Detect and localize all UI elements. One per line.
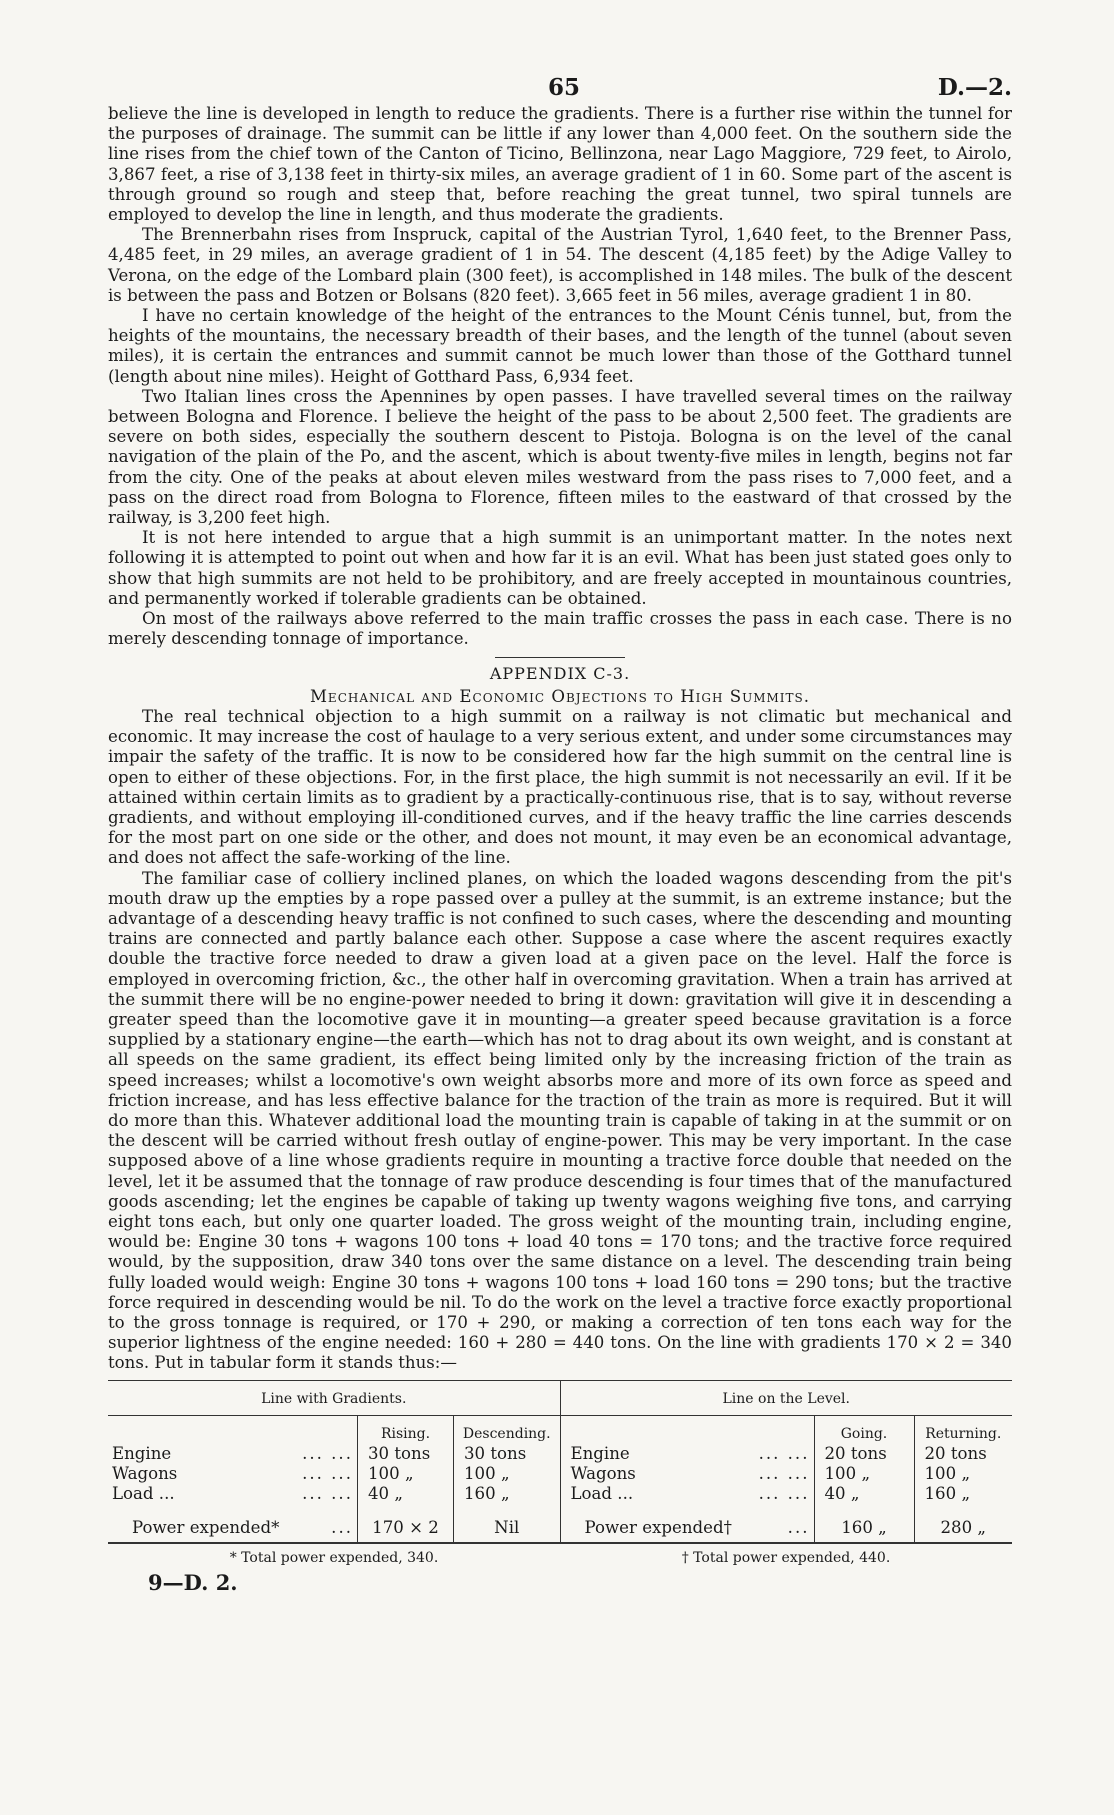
- power-row-label: Power expended† ...: [584, 1517, 810, 1537]
- table-cell: 40 „: [357, 1484, 453, 1504]
- table-cell: 40 „: [814, 1484, 914, 1504]
- table-half-gradients: [108, 1381, 561, 1542]
- paragraph: The real technical objection to a high summit on a railway is not climatic but mechanical and economic. It may increase the cost of haulage to a very serious extent, and under some circumstances may impair the safety of the traffic. It is now to be considered how far the high summit on the central line is open to either of these objections. For, in the first place, the high summit is not necessarily an evil. If it be attained within certain limits as to gradient by a practically-continuous rise, that is to say, without reverse gradients, and without employing ill-conditioned curves, and if the heavy traffic the line carries descends for the most part on one side or the other, and does not mount, it may even be an economical advantage, and does not affect the safe-working of the line.: [108, 706, 1012, 868]
- column-header: Going.: [814, 1416, 914, 1444]
- footnote: † Total power expended, 440.: [681, 1549, 891, 1566]
- table-cell: 100 „: [453, 1464, 560, 1484]
- table-heading: Line with Gradients.: [108, 1381, 560, 1416]
- column-header: Rising.: [357, 1416, 453, 1444]
- paragraph: The familiar case of colliery inclined planes, on which the loaded wagons descending from the pit's mouth draw up the empties by a rope passed over a pulley at the summit, is an extreme instance; but the advantage of a descending heavy traffic is not confined to such cases, where the descending and mounting trains are connected and partly balance each other. Suppose a case where the ascent requires exactly double the tractive force needed to draw a given load at a given pace on the level. Half the force is employed in overcoming friction, &c., the other half in overcoming gravitation. When a train has arrived at the summit there will be no engine-power needed to bring it down: gravitation will give it in descending a greater speed than the locomotive gave it in mounting—a greater speed because gravitation is a force supplied by a stationary engine—the earth—which has not to drag about its own weight, and is constant at all speeds on the same gradient, its effect being limited only by the increasing friction of the train as speed increases; whilst a locomotive's own weight absorbs more and more of its own force as speed and friction increase, and has less effective balance for the traction of the train as more is required. But it will do more than this. Whatever additional load the mounting train is capable of taking in at the summit or on the descent will be carried without fresh outlay of engine-power. This may be very important. In the case supposed above of a line whose gradients require in mounting a tractive force double that needed on the level, let it be assumed that the tonnage of raw produce descending is four times that of the manufactured goods ascending; let the engines be capable of taking up twenty wagons weighing five tons, and carrying eight tons each, but only one quarter loaded. The gross weight of the mounting train, including engine, would be: Engine 30 tons + wagons 100 tons + load 40 tons = 170 tons; and the tractive force required would, by the supposition, draw 340 tons over the same distance on a level. The descending train being fully loaded would weigh: Engine 30 tons + wagons 100 tons + load 160 tons = 290 tons; but the tractive force required in descending would be nil. To do the work on the level a tractive force exactly proportional to the gross tonnage is required, or 170 + 290, or making a correction of ten tons each way for the superior lightness of the engine needed: 160 + 280 = 440 tons. On the line with gradients 170 × 2 = 340 tons. Put in tabular form it stands thus:—: [108, 868, 1012, 1373]
- table-cell: 30 tons: [453, 1444, 560, 1464]
- table-row-label: Load ... ... ...: [570, 1483, 810, 1503]
- paragraph: believe the line is developed in length to reduce the gradients. There is a further rise within the tunnel for the purposes of drainage. The summit can be little if any lower than 4,000 feet. On the southern side the line rises from the chief town of the Canton of Ticino, Bellinzona, near Lago Maggiore, 729 feet, to Airolo, 3,867 feet, a rise of 3,138 feet in thirty-six miles, an average gradient of 1 in 60. Some part of the ascent is through ground so rough and steep that, before reaching the great tunnel, two spiral tunnels are employed to develop the line in length, and thus moderate the gradients.: [108, 104, 1012, 225]
- sheet-signature: 9—D. 2.: [148, 1569, 238, 1595]
- column-header: Returning.: [914, 1416, 1013, 1444]
- table-row-label: Load ... ... ...: [112, 1483, 353, 1503]
- page-header: [108, 0, 1012, 104]
- table-cell: 20 tons: [914, 1444, 1013, 1464]
- table-row-label: Wagons ... ...: [570, 1463, 810, 1483]
- table-cell: 160 „: [914, 1484, 1013, 1504]
- page-number: 65: [548, 74, 581, 101]
- table-cell: 30 tons: [357, 1444, 453, 1464]
- table-cell: 20 tons: [814, 1444, 914, 1464]
- paragraph: I have no certain knowledge of the height of the entrances to the Mount Cénis tunnel, but, from the heights of the mountains, the necessary breadth of their bases, and the length of the tunnel (about seven miles), it is certain the entrances and summit cannot be much lower than those of the Gotthard tunnel (length about nine miles). Height of Gotthard Pass, 6,934 feet.: [108, 306, 1012, 386]
- table-cell: Nil: [453, 1504, 560, 1542]
- table-footnotes: [108, 1550, 1012, 1566]
- body-text: [108, 104, 1012, 1374]
- paragraph: On most of the railways above referred to the main traffic crosses the pass in each case. There is no merely descending tonnage of importance.: [108, 609, 1012, 649]
- table-cell: 160 „: [814, 1504, 914, 1542]
- table-cell: 100 „: [914, 1464, 1013, 1484]
- paragraph: The Brennerbahn rises from Inspruck, capital of the Austrian Tyrol, 1,640 feet, to the Brenner Pass, 4,485 feet, in 29 miles, an average gradient of 1 in 54. The descent (4,185 feet) by the Adige Valley to Verona, on the edge of the Lombard plain (300 feet), is accomplished in 148 miles. The bulk of the descent is between the pass and Botzen or Bolsans (820 feet). 3,665 feet in 56 miles, average gradient 1 in 80.: [108, 225, 1012, 305]
- document-code: D.—2.: [937, 74, 1012, 101]
- table-row-label: Engine ... ...: [570, 1443, 810, 1463]
- table-cell: 170 × 2: [357, 1504, 453, 1542]
- table-row-label: Engine ... ...: [112, 1443, 353, 1463]
- page: [108, 0, 1012, 1595]
- appendix-subtitle: Mechanical and Economic Objections to High Summits.: [309, 686, 811, 706]
- section-divider: [495, 657, 625, 658]
- appendix-title: APPENDIX C-3.: [489, 664, 631, 684]
- comparison-table: [108, 1380, 1012, 1544]
- power-row-label: Power expended* ...: [132, 1517, 353, 1537]
- footnote: * Total power expended, 340.: [229, 1549, 439, 1566]
- paragraph: It is not here intended to argue that a high summit is an unimportant matter. In the notes next following it is attempted to point out when and how far it is an evil. What has been just stated goes only to show that high summits are not held to be prohibitory, and are freely accepted in mountainous countries, and permanently worked if tolerable gradients can be obtained.: [108, 528, 1012, 608]
- table-half-level: [561, 1381, 1013, 1542]
- table-cell: 100 „: [357, 1464, 453, 1484]
- column-header: Descending.: [453, 1416, 560, 1444]
- table-cell: 160 „: [453, 1484, 560, 1504]
- paragraph: Two Italian lines cross the Apennines by open passes. I have travelled several times on the railway between Bologna and Florence. I believe the height of the pass to be about 2,500 feet. The gradients are severe on both sides, especially the southern descent to Pistoja. Bologna is on the level of the canal navigation of the plain of the Po, and the ascent, which is about twenty-five miles in length, begins not far from the city. One of the peaks at about eleven miles westward from the pass rises to 7,000 feet, and a pass on the direct road from Bologna to Florence, fifteen miles to the eastward of that crossed by the railway, is 3,200 feet high.: [108, 386, 1012, 528]
- table-row-label: Wagons ... ...: [112, 1463, 353, 1483]
- table-heading: Line on the Level.: [561, 1381, 1013, 1416]
- table-cell: 280 „: [914, 1504, 1013, 1542]
- table-cell: 100 „: [814, 1464, 914, 1484]
